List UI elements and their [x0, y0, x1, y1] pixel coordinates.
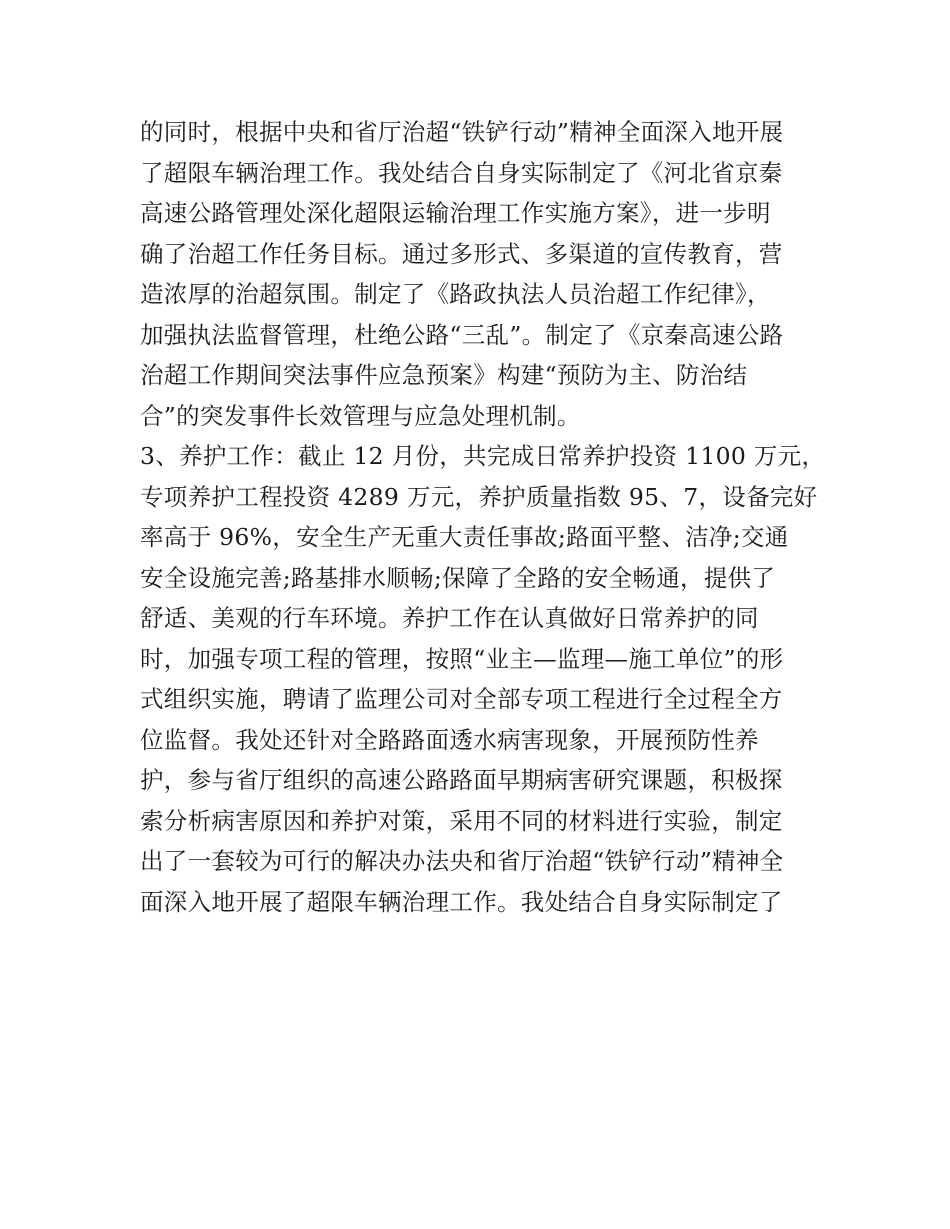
text-line: 高速公路管理处深化超限运输治理工作实施方案》，进一步明 [140, 199, 771, 227]
text-line: 了超限车辆治理工作。我处结合自身实际制定了《河北省京秦 [140, 158, 783, 187]
text-line: 时，加强专项工程的管理，按照“业主—监理—施工单位”的形 [140, 644, 784, 673]
text-line: 出了一套较为可行的解决办法央和省厅治超“铁铲行动”精神全 [140, 847, 784, 875]
text-line: 造浓厚的治超氛围。制定了《路政执法人员治超工作纪律》， [140, 280, 771, 308]
text-line: 面深入地开展了超限车辆治理工作。我处结合自身实际制定了 [140, 887, 783, 916]
body-text [140, 112, 826, 922]
text-line: 合”的突发事件长效管理与应急处理机制。 [140, 401, 581, 430]
text-line: 治超工作期间突法事件应急预案》构建“预防为主、防治结 [140, 361, 748, 389]
text-line: 率高于 96%，安全生产无重大责任事故;路面平整、洁净;交通 [140, 523, 789, 551]
text-line: 加强执法监督管理，杜绝公路“三乱”。制定了《京秦高速公路 [140, 320, 784, 349]
text-line: 的同时，根据中央和省厅治超“铁铲行动”精神全面深入地开展 [140, 118, 784, 146]
text-line: 确了治超工作任务目标。通过多形式、多渠道的宣传教育，营 [140, 239, 783, 268]
text-line: 安全设施完善;路基排水顺畅;保障了全路的安全畅通，提供了 [140, 563, 776, 592]
text-line: 3、养护工作：截止 12 月份，共完成日常养护投资 1100 万元， [140, 442, 826, 470]
text-line: 护，参与省厅组织的高速公路路面早期病害研究课题，积极探 [140, 766, 783, 794]
text-line: 索分析病害原因和养护对策，采用不同的材料进行实验，制定 [140, 806, 783, 835]
text-line: 式组织实施，聘请了监理公司对全部专项工程进行全过程全方 [140, 685, 783, 713]
text-line: 舒适、美观的行车环境。养护工作在认真做好日常养护的同 [140, 604, 759, 632]
text-line: 位监督。我处还针对全路路面透水病害现象，开展预防性养 [140, 725, 759, 754]
text-line: 专项养护工程投资 4289 万元，养护质量指数 95、7，设备完好 [140, 482, 818, 511]
